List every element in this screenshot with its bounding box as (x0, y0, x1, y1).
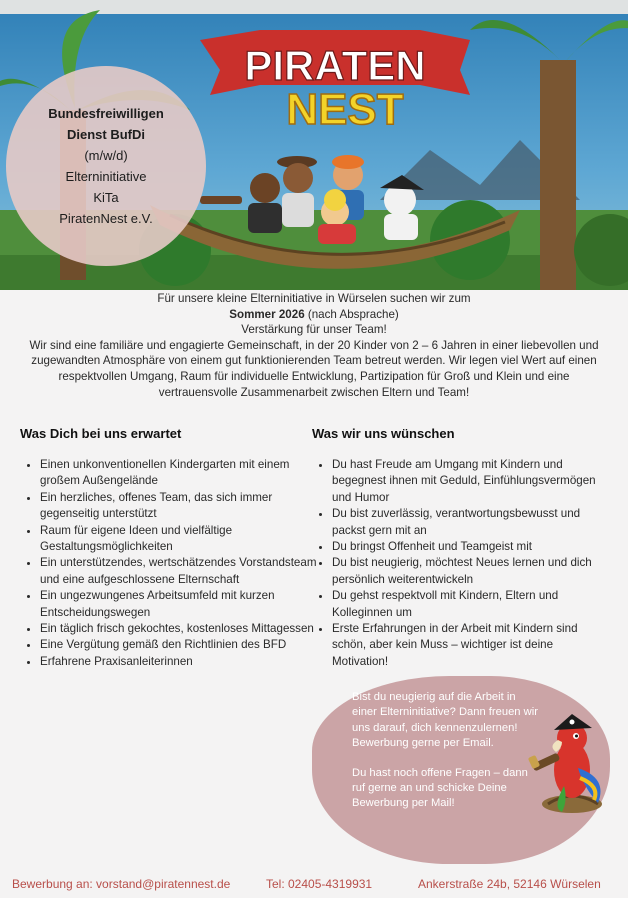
offer-item: • Ein täglich frisch gekochtes, kostenloses Mittagessen (40, 621, 318, 637)
offer-heading: Was Dich bei uns erwartet (20, 426, 182, 441)
wish-item: • Du hast Freude am Umgang mit Kindern und begegnest ihnen mit Geduld, Einfühlungsvermögen und Humor (332, 457, 612, 506)
callout-paragraph-2: Du hast noch offene Fragen – dann ruf gerne an und schicke Deine Bewerbung per Mail! (352, 766, 528, 810)
intro-date (20, 307, 608, 323)
badge-line-3: (m/w/d) (84, 148, 128, 163)
parrot-icon (528, 708, 616, 818)
wish-item: • Erste Erfahrungen in der Arbeit mit Kindern sind schön, aber kein Muss – wichtiger ist deine Motivation! (332, 621, 612, 670)
intro-paragraph: Wir sind eine familiäre und engagierte Gemeinschaft, in der 20 Kinder von 2 – 6 Jahren in einer liebevollen und zugewandten Atmosphäre von einem gut funktionierenden Team betreut werden. Wir legen viel Wert auf einen respektvollen Umgang, Raum für individuelle Entwicklung, Partizipation für Groß und Klein und eine vertrauensvolle Zusammenarbeit zwischen Eltern und Team! (29, 338, 599, 399)
intro-line-1: Für unsere kleine Elterninitiative in Würselen suchen wir zum (157, 292, 471, 305)
footer-email[interactable]: Bewerbung an: vorstand@piratennest.de (12, 877, 231, 891)
wish-item: • Du bist zuverlässig, verantwortungsbewusst und packst gern mit an (332, 506, 612, 539)
intro-line-3: Verstärkung für unser Team! (241, 323, 387, 337)
badge-line-4: Elterninitiative (65, 169, 147, 184)
wish-item: • Du bist neugierig, möchtest Neues lernen und dich persönlich weiterentwickeln (332, 555, 612, 588)
wish-item: • Du bringst Offenheit und Teamgeist mit (332, 539, 612, 555)
badge-line-1: Bundesfreiwilligen (48, 106, 164, 121)
badge-line-5: KiTa (93, 190, 119, 205)
badge-line-6: PiratenNest e.V. (59, 211, 153, 226)
offer-item: • Einen unkonventionellen Kindergarten mit einem großem Außengelände (40, 457, 318, 490)
wishes-section (312, 426, 612, 670)
intro-text (20, 291, 608, 400)
offer-item: • Erfahrene Praxisanleiterinnen (40, 654, 318, 670)
offer-section (20, 426, 318, 670)
offer-list (20, 457, 318, 670)
mural-title-nest: NEST (286, 85, 404, 134)
wishes-list (312, 457, 612, 670)
callout-text (352, 690, 538, 812)
offer-item: • Ein ungezwungenes Arbeitsumfeld mit kurzen Entscheidungswegen (40, 588, 318, 621)
footer-address: Ankerstraße 24b, 52146 Würselen (418, 877, 601, 891)
hero-mural (0, 0, 628, 290)
intro-date-bold: Sommer 2026 (229, 307, 305, 321)
offer-item: • Ein herzliches, offenes Team, das sich immer gegenseitig unterstützt (40, 490, 318, 523)
job-title-badge (6, 66, 206, 266)
badge-line-2: Dienst BufDi (67, 127, 145, 142)
offer-item: • Raum für eigene Ideen und vielfältige Gestaltungsmöglichkeiten (40, 523, 318, 556)
offer-item: • Eine Vergütung gemäß den Richtlinien des BFD (40, 637, 318, 653)
mural-title-piraten: PIRATEN (244, 42, 426, 89)
footer-phone[interactable]: Tel: 02405-4319931 (266, 877, 373, 891)
wish-item: • Du gehst respektvoll mit Kindern, Eltern und Kolleginnen um (332, 588, 612, 621)
callout-paragraph-1: Bist du neugierig auf die Arbeit in einer Elterninitiative? Dann freuen wir uns darauf, dich kennenzulernen! Bewerbung gerne per Email. (352, 691, 538, 750)
footer (0, 869, 628, 898)
wishes-heading: Was wir uns wünschen (312, 426, 455, 441)
offer-item: • Ein unterstützendes, wertschätzendes Vorstandsteam und eine aufgeschlossene Elternschaft (40, 555, 318, 588)
intro-date-rest: (nach Absprache) (304, 307, 399, 321)
